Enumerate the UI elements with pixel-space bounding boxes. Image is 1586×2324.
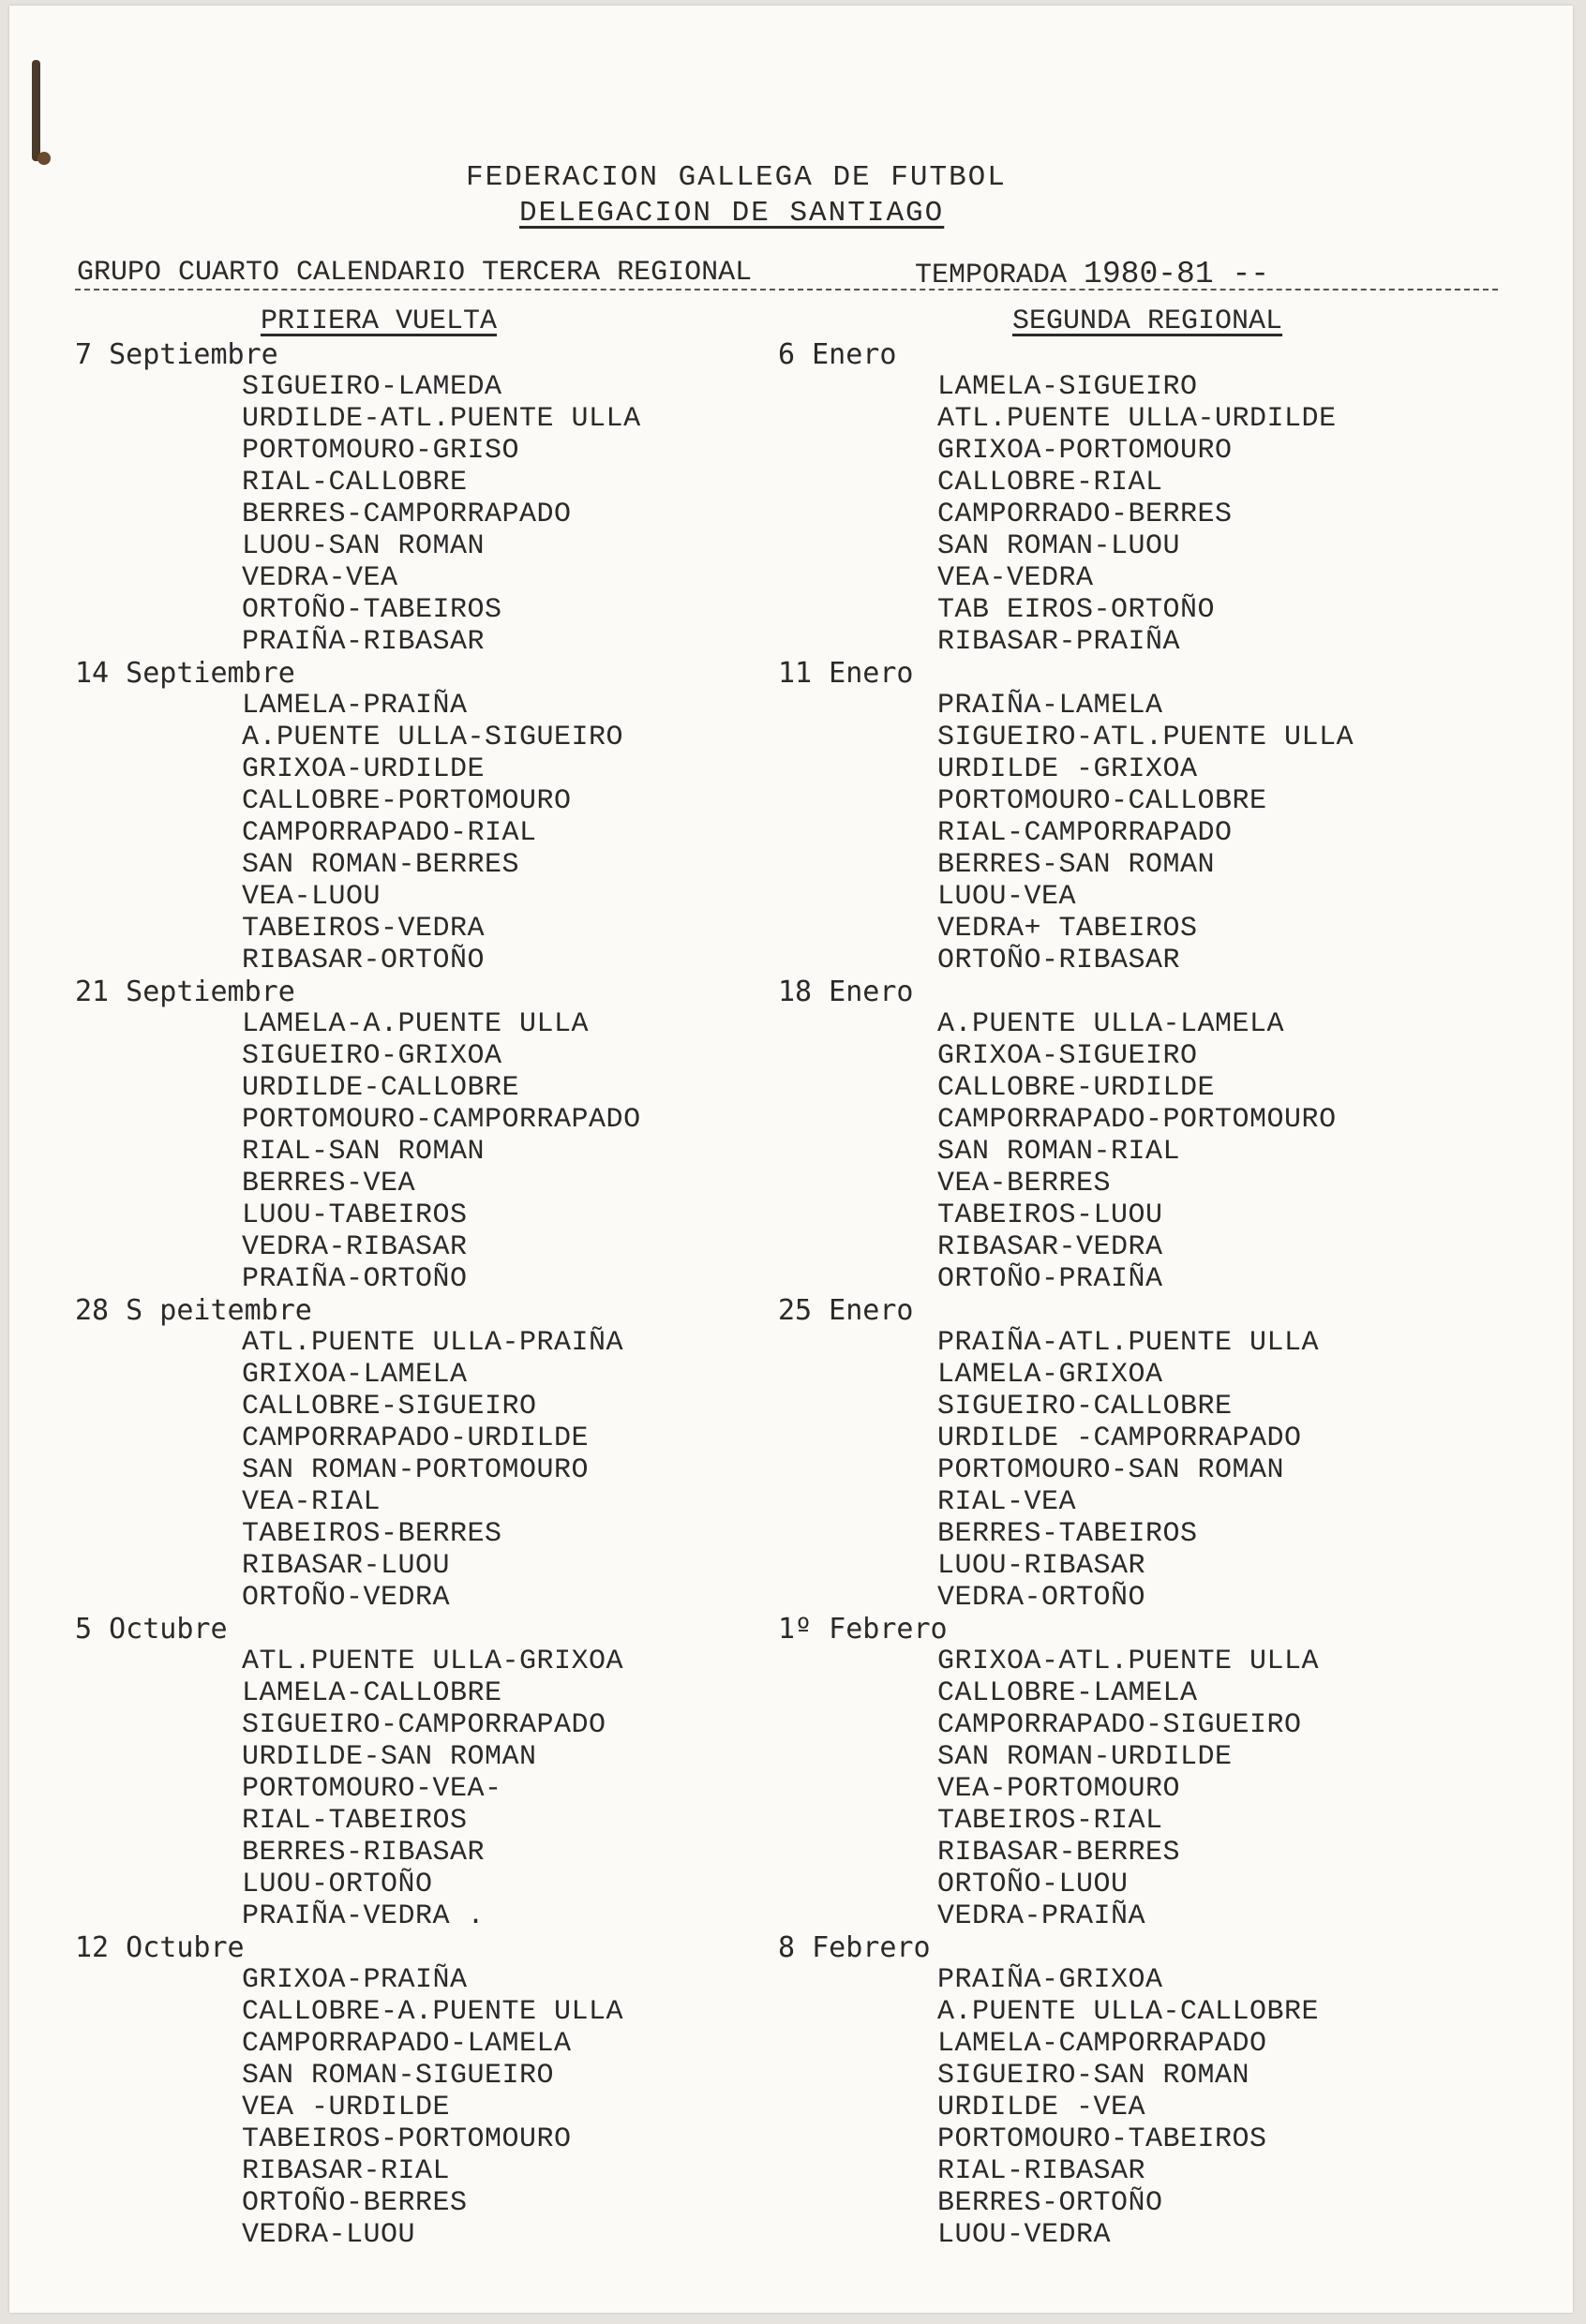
match-line: RIAL-RIBASAR [937, 2155, 1146, 2187]
match-line: SIGUEIRO-CALLOBRE [937, 1391, 1233, 1423]
match-line: SIGUEIRO-CAMPORRAPADO [242, 1709, 606, 1741]
round-date: 25 Enero [778, 1294, 914, 1327]
season-label: TEMPORADA [915, 260, 1068, 291]
match-line: SAN ROMAN-SIGUEIRO [242, 2060, 555, 2092]
round-date: 8 Febrero [778, 1931, 931, 1964]
match-line: BERRES-RIBASAR [242, 1837, 486, 1869]
round-date: 5 Octubre [75, 1613, 228, 1646]
match-line: ORTOÑO-LUOU [937, 1869, 1129, 1900]
match-line: VEA-VEDRA [937, 562, 1094, 594]
match-line: VEDRA-RIBASAR [242, 1231, 468, 1263]
match-line: LUOU-TABEIROS [242, 1199, 468, 1231]
match-line: GRIXOA-LAMELA [242, 1359, 468, 1391]
match-line: PRAIÑA-ATL.PUENTE ULLA [937, 1327, 1320, 1359]
round-date: 11 Enero [778, 657, 914, 690]
match-line: RIBASAR-PRAIÑA [937, 626, 1181, 658]
match-line: URDILDE -GRIXOA [937, 753, 1198, 785]
match-line: GRIXOA-SIGUEIRO [937, 1040, 1198, 1072]
match-line: CALLOBRE-PORTOMOURO [242, 785, 572, 817]
round-date: 12 Octubre [75, 1931, 245, 1964]
match-line: RIAL-VEA [937, 1486, 1077, 1518]
match-line: SAN ROMAN-BERRES [242, 849, 520, 881]
match-line: A.PUENTE ULLA-CALLOBRE [937, 1996, 1320, 2028]
staple-mark [32, 60, 40, 161]
match-line: URDILDE-CALLOBRE [242, 1072, 520, 1104]
match-line: PRAIÑA-LAMELA [937, 690, 1163, 722]
header-rule [75, 289, 1498, 290]
right-fixtures-column [778, 339, 1354, 2251]
match-line: LAMELA-CALLOBRE [242, 1677, 502, 1709]
right-column-title: SEGUNDA REGIONAL [1012, 305, 1283, 337]
match-line: VEDRA-VEA [242, 562, 398, 594]
match-line: CAMPORRAPADO-SIGUEIRO [937, 1709, 1302, 1741]
match-line: RIAL-SAN ROMAN [242, 1136, 486, 1168]
match-line: SAN ROMAN-LUOU [937, 530, 1181, 562]
fixture-round [778, 1614, 1354, 1932]
match-line: RIBASAR-LUOU [242, 1550, 451, 1582]
match-line: TABEIROS-LUOU [937, 1199, 1163, 1231]
match-line: VEA -URDILDE [242, 2092, 451, 2123]
match-line: CAMPORRAPADO-LAMELA [242, 2028, 572, 2060]
match-line: LAMELA-GRIXOA [937, 1359, 1163, 1391]
match-line: RIAL-TABEIROS [242, 1805, 468, 1837]
match-line: VEDRA-LUOU [242, 2219, 416, 2251]
match-line: ATL.PUENTE ULLA-GRIXOA [242, 1646, 624, 1677]
match-line: RIBASAR-VEDRA [937, 1231, 1163, 1263]
match-line: ORTOÑO-PRAIÑA [937, 1263, 1163, 1295]
match-line: SIGUEIRO-ATL.PUENTE ULLA [937, 722, 1354, 753]
match-line: RIBASAR-RIAL [242, 2155, 451, 2187]
match-line: ORTOÑO-RIBASAR [937, 945, 1181, 976]
match-line: PORTOMOURO-GRISO [242, 435, 520, 467]
match-line: BERRES-TABEIROS [937, 1518, 1198, 1550]
match-line: GRIXOA-URDILDE [242, 753, 486, 785]
match-line: ORTOÑO-BERRES [242, 2187, 468, 2219]
match-line: VEA-PORTOMOURO [937, 1773, 1181, 1805]
match-line: VEDRA-PRAIÑA [937, 1900, 1146, 1932]
match-line: GRIXOA-PORTOMOURO [937, 435, 1233, 467]
match-line: VEDRA+ TABEIROS [937, 913, 1198, 945]
match-line: SAN ROMAN-RIAL [937, 1136, 1181, 1168]
match-line: PORTOMOURO-CAMPORRAPADO [242, 1104, 641, 1136]
left-fixtures-column [75, 339, 641, 2251]
match-line: SIGUEIRO-GRIXOA [242, 1040, 502, 1072]
match-line: CAMPORRAPADO-RIAL [242, 817, 537, 849]
delegation-title: DELEGACION DE SANTIAGO [519, 197, 945, 230]
match-line: URDILDE-ATL.PUENTE ULLA [242, 403, 641, 435]
fixture-round [75, 658, 641, 976]
left-column-title: PRIIERA VUELTA [261, 305, 498, 337]
round-date: 1º Febrero [778, 1613, 948, 1646]
round-date: 21 Septiembre [75, 976, 295, 1008]
match-line: TABEIROS-VEDRA [242, 913, 486, 945]
match-line: SAN ROMAN-PORTOMOURO [242, 1454, 590, 1486]
match-line: A.PUENTE ULLA-LAMELA [937, 1008, 1285, 1040]
match-line: PRAIÑA-RIBASAR [242, 626, 486, 658]
match-line: LUOU-RIBASAR [937, 1550, 1146, 1582]
match-line: CAMPORRAPADO-PORTOMOURO [937, 1104, 1337, 1136]
match-line: LUOU-ORTOÑO [242, 1869, 433, 1900]
match-line: PRAIÑA-VEDRA . [242, 1900, 486, 1932]
round-date: 7 Septiembre [75, 338, 278, 371]
match-line: LUOU-VEDRA [937, 2219, 1112, 2251]
match-line: ATL.PUENTE ULLA-PRAIÑA [242, 1327, 624, 1359]
match-line: GRIXOA-ATL.PUENTE ULLA [937, 1646, 1320, 1677]
match-line: PRAIÑA-ORTOÑO [242, 1263, 468, 1295]
match-line: CAMPORRADO-BERRES [937, 499, 1233, 530]
match-line: BERRES-ORTOÑO [937, 2187, 1163, 2219]
round-date: 14 Septiembre [75, 657, 295, 690]
federation-title: FEDERACION GALLEGA DE FUTBOL [466, 161, 1007, 194]
fixture-round [778, 976, 1354, 1295]
fixture-round [778, 658, 1354, 976]
fixture-round [75, 1614, 641, 1932]
match-line: ATL.PUENTE ULLA-URDILDE [937, 403, 1337, 435]
match-line: ORTOÑO-TABEIROS [242, 594, 502, 626]
match-line: BERRES-CAMPORRAPADO [242, 499, 572, 530]
fixture-round [75, 1295, 641, 1614]
match-line: CALLOBRE-SIGUEIRO [242, 1391, 537, 1423]
season-label-line [915, 257, 1269, 291]
typed-document-page [9, 6, 1573, 2313]
match-line: VEA-RIAL [242, 1486, 382, 1518]
match-line: PORTOMOURO-VEA- [242, 1773, 502, 1805]
match-line: VEA-BERRES [937, 1168, 1112, 1199]
group-title: GRUPO CUARTO CALENDARIO TERCERA REGIONAL [77, 257, 753, 289]
match-line: TABEIROS-RIAL [937, 1805, 1163, 1837]
match-line: LUOU-SAN ROMAN [242, 530, 486, 562]
match-line: CAMPORRAPADO-URDILDE [242, 1423, 590, 1454]
match-line: A.PUENTE ULLA-SIGUEIRO [242, 722, 624, 753]
match-line: CALLOBRE-URDILDE [937, 1072, 1216, 1104]
match-line: GRIXOA-PRAIÑA [242, 1964, 468, 1996]
fixture-round [75, 339, 641, 658]
match-line: URDILDE -VEA [937, 2092, 1146, 2123]
fixture-round [75, 1932, 641, 2251]
match-line: RIAL-CAMPORRAPADO [937, 817, 1233, 849]
match-line: URDILDE -CAMPORRAPADO [937, 1423, 1302, 1454]
fixture-round [778, 1932, 1354, 2251]
match-line: PORTOMOURO-TABEIROS [937, 2123, 1267, 2155]
fixture-round [778, 339, 1354, 658]
match-line: RIAL-CALLOBRE [242, 467, 468, 499]
match-line: LAMELA-SIGUEIRO [937, 371, 1198, 403]
match-line: PRAIÑA-GRIXOA [937, 1964, 1163, 1996]
match-line: PORTOMOURO-CALLOBRE [937, 785, 1267, 817]
match-line: LAMELA-A.PUENTE ULLA [242, 1008, 590, 1040]
round-date: 28 S peitembre [75, 1294, 312, 1327]
match-line: LAMELA-PRAIÑA [242, 690, 468, 722]
match-line: BERRES-VEA [242, 1168, 416, 1199]
match-line: SIGUEIRO-LAMEDA [242, 371, 502, 403]
match-line: ORTOÑO-VEDRA [242, 1582, 451, 1614]
match-line: TABEIROS-PORTOMOURO [242, 2123, 572, 2155]
match-line: LUOU-VEA [937, 881, 1077, 913]
rust-stain [37, 152, 51, 165]
match-line: RIBASAR-BERRES [937, 1837, 1181, 1869]
match-line: TAB EIROS-ORTOÑO [937, 594, 1216, 626]
season-year: 1980-81 -- [1084, 257, 1270, 291]
round-date: 6 Enero [778, 338, 897, 371]
match-line: CALLOBRE-A.PUENTE ULLA [242, 1996, 624, 2028]
match-line: VEA-LUOU [242, 881, 382, 913]
match-line: BERRES-SAN ROMAN [937, 849, 1216, 881]
fixture-round [75, 976, 641, 1295]
match-line: TABEIROS-BERRES [242, 1518, 502, 1550]
match-line: PORTOMOURO-SAN ROMAN [937, 1454, 1285, 1486]
round-date: 18 Enero [778, 976, 914, 1008]
match-line: SIGUEIRO-SAN ROMAN [937, 2060, 1250, 2092]
match-line: VEDRA-ORTOÑO [937, 1582, 1146, 1614]
fixture-round [778, 1295, 1354, 1614]
match-line: RIBASAR-ORTOÑO [242, 945, 486, 976]
match-line: CALLOBRE-LAMELA [937, 1677, 1198, 1709]
match-line: CALLOBRE-RIAL [937, 467, 1163, 499]
match-line: URDILDE-SAN ROMAN [242, 1741, 537, 1773]
match-line: SAN ROMAN-URDILDE [937, 1741, 1233, 1773]
match-line: LAMELA-CAMPORRAPADO [937, 2028, 1267, 2060]
